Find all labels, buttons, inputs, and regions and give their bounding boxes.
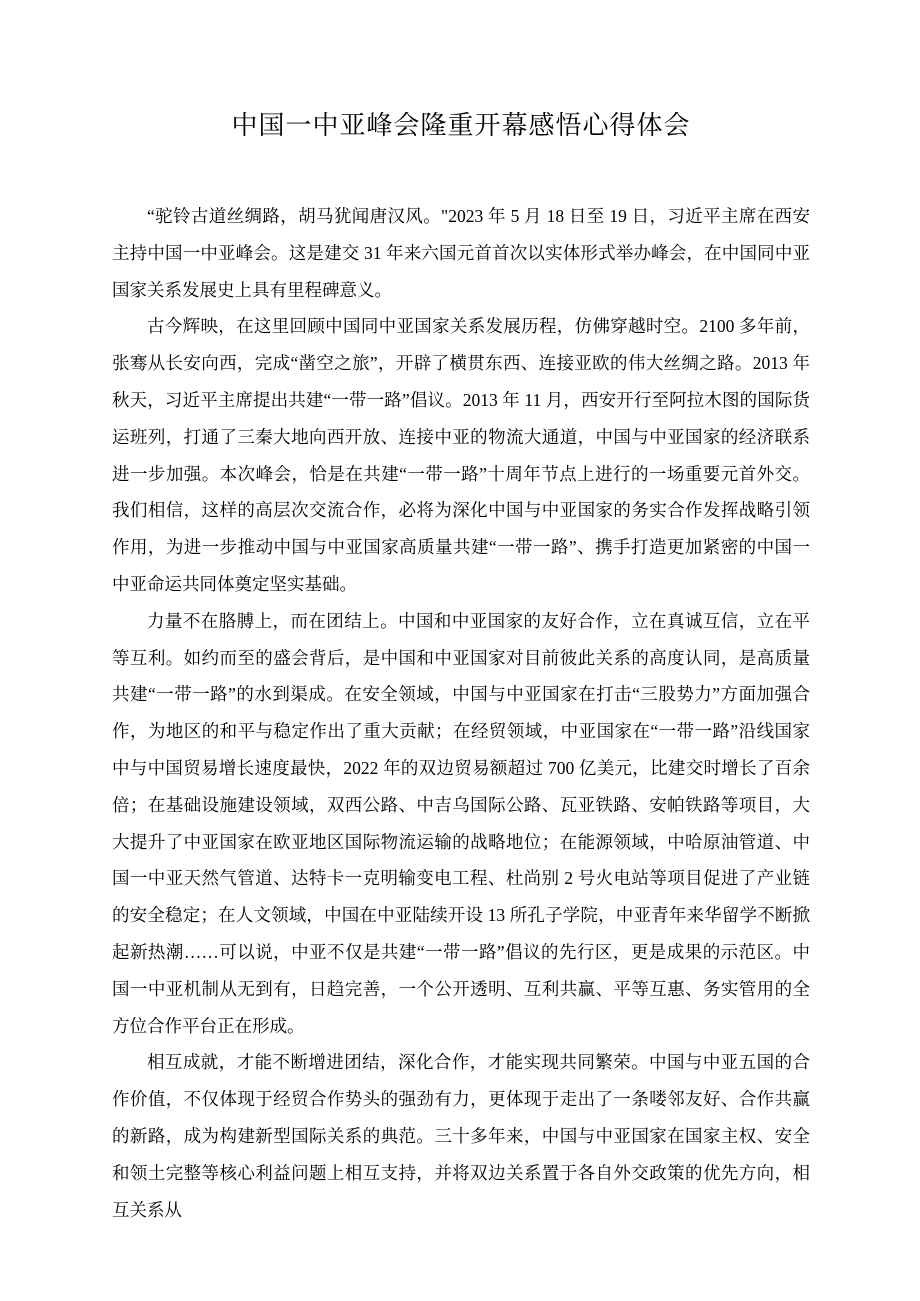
document-title: 中国一中亚峰会隆重开幕感悟心得体会 xyxy=(231,111,691,140)
paragraph-mutual-achievement: 相互成就，才能不断增进团结，深化合作，才能实现共同繁荣。中国与中亚五国的合作价值，不仅体现于经贸合作势头的强劲有力，更体现于走出了一条喽邻友好、合作共赢的新路，成为构建新型国际关系的典范。三十多年来，中国与中亚国家在国家主权、安全和领土完整等核心利益问题上相互支持，并将双边关系置于各自外交政策的优先方向，相互关系从 xyxy=(112,1052,810,1220)
paragraph-history: 古今辉映，在这里回顾中国同中亚国家关系发展历程，仿佛穿越时空。2100 多年前，张骞从长安向西，完成“凿空之旅”，开辟了横贯东西、连接亚欧的伟大丝绸之路。2013 年秋天，习近平主席提出共建“一带一路”倡议。2013 年 11 月，西安开行至阿拉木图的国际货运班列，打通了三秦大地向西开放、连接中亚的物流大通道，中国与中亚国家的经济联系进一步加强。本次峰会，恰是在共建“一带一路”十周年节点上进行的一场重要元首外交。我们相信，这样的高层次交流合作，必将为深化中国与中亚国家的务实合作发挥战略引领作用，为进一步推动中国与中亚国家高质量共建“一带一路”、携手打造更加紧密的中国一中亚命运共同体奠定坚实基础。 xyxy=(112,316,810,594)
paragraph-intro: “驼铃古道丝绸路，胡马犹闻唐汉风。"2023 年 5 月 18 日至 19 日，习近平主席在西安主持中国一中亚峰会。这是建交 31 年来六国元首首次以实体形式举办峰会，在中国同中亚国家关系发展史上具有里程碑意义。 xyxy=(112,206,810,300)
document-content xyxy=(112,104,810,1228)
paragraph-cooperation: 力量不在胳膊上，而在团结上。中国和中亚国家的友好合作，立在真诚互信，立在平等互利。如约而至的盛会背后，是中国和中亚国家对目前彼此关系的高度认同，是高质量共建“一带一路”的水到渠成。在安全领域，中国与中亚国家在打击“三股势力”方面加强合作，为地区的和平与稳定作出了重大贡献；在经贸领域，中亚国家在“一带一路”沿线国家中与中国贸易增长速度最快，2022 年的双边贸易额超过 700 亿美元，比建交时增长了百余倍；在基础设施建设领域，双西公路、中吉乌国际公路、瓦亚铁路、安帕铁路等项目，大大提升了中亚国家在欧亚地区国际物流运输的战略地位；在能源领域，中哈原油管道、中国一中亚天然气管道、达特卡一克明输变电工程、杜尚别 2 号火电站等项目促进了产业链的安全稳定；在人文领域，中国在中亚陆续开设 13 所孔子学院，中亚青年来华留学不断掀起新热潮……可以说，中亚不仅是共建“一带一路”倡议的先行区，更是成果的示范区。中国一中亚机制从无到有，日趋完善，一个公开透明、互利共赢、平等互惠、务实管用的全方位合作平台正在形成。 xyxy=(112,610,810,1036)
